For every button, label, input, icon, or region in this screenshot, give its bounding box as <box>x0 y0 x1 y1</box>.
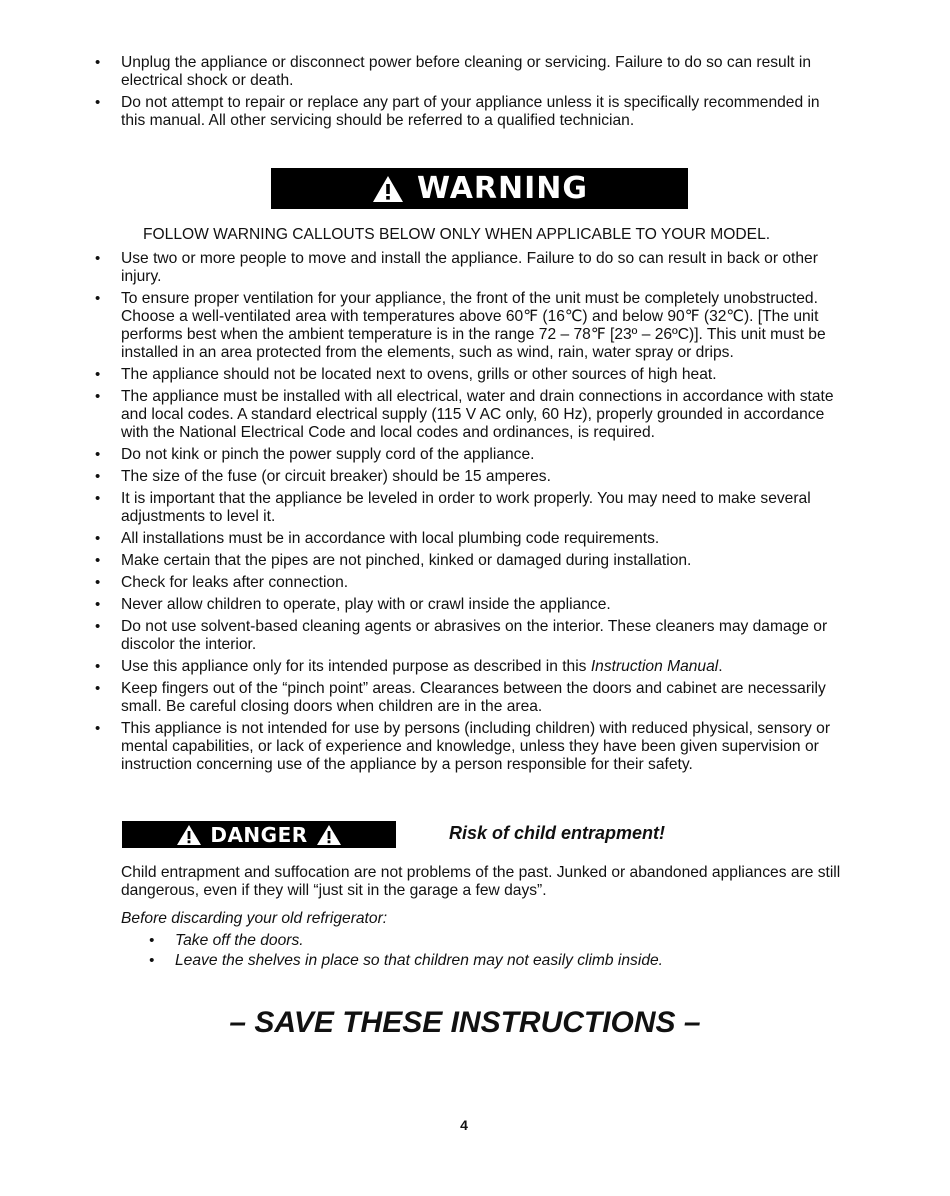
danger-subtitle: Risk of child entrapment! <box>449 823 666 843</box>
warning-banner <box>271 168 688 209</box>
list-item: • This appliance is not intended for use by persons (including children) with reduced physical, sensory or mental capabilities, or lack of experience and knowledge, unless they have been given supervision or instruction concerning use of the appliance by a person responsible for their safety. <box>93 720 845 774</box>
list-item: • The appliance must be installed with all electrical, water and drain connections in accordance with state and local codes. A standard electrical supply (115 V AC only, 60 Hz), properly grounded in accordance with the National Electrical Code and local codes and ordinances, is required. <box>93 388 845 442</box>
discard-steps-list <box>147 932 787 972</box>
warning-triangle-icon <box>176 824 202 846</box>
list-item-intended-use <box>93 658 845 676</box>
danger-label: DANGER <box>210 822 308 847</box>
list-item: • Check for leaks after connection. <box>93 574 845 592</box>
safety-bullet-list <box>93 54 845 134</box>
before-discarding-text: Before discarding your old refrigerator: <box>121 910 388 927</box>
warning-triangle-icon <box>316 824 342 846</box>
intended-use-prefix: Use this appliance only for its intended purpose as described in this <box>121 658 591 675</box>
list-item: • The appliance should not be located next to ovens, grills or other sources of high heat. <box>93 366 845 384</box>
danger-banner <box>122 821 396 848</box>
list-item: • The size of the fuse (or circuit breaker) should be 15 amperes. <box>93 468 845 486</box>
list-item: • Use two or more people to move and install the appliance. Failure to do so can result in back or other injury. <box>93 250 845 286</box>
list-item: • Do not use solvent-based cleaning agents or abrasives on the interior. These cleaners may damage or discolor the interior. <box>93 618 845 654</box>
page-number: 4 <box>460 1117 468 1133</box>
list-item: • Never allow children to operate, play with or crawl inside the appliance. <box>93 596 845 614</box>
intended-use-suffix: . <box>718 658 723 675</box>
list-item: • Unplug the appliance or disconnect power before cleaning or servicing. Failure to do so can result in electrical shock or death. <box>93 54 845 90</box>
instruction-manual-emphasis: Instruction Manual <box>590 658 719 675</box>
list-item: • Leave the shelves in place so that children may not easily climb inside. <box>147 952 787 970</box>
list-item: • Do not attempt to repair or replace any part of your appliance unless it is specifically recommended in this manual. All other servicing should be referred to a qualified technician. <box>93 94 845 130</box>
list-item: • It is important that the appliance be leveled in order to work properly. You may need to make several adjustments to level it. <box>93 490 845 526</box>
list-item: • All installations must be in accordance with local plumbing code requirements. <box>93 530 845 548</box>
list-item: • To ensure proper ventilation for your appliance, the front of the unit must be completely unobstructed. Choose a well-ventilated area with temperatures above 60℉ (16℃) and below 90℉ (32℃). [The unit performs best when the ambient temperature is in the range 72 – 78℉ [23º – 26ºC)]. This unit must be installed in an area protected from the elements, such as wind, rain, water spray or drips. <box>93 290 845 362</box>
list-item: • Take off the doors. <box>147 932 787 950</box>
follow-warning-text: FOLLOW WARNING CALLOUTS BELOW ONLY WHEN APPLICABLE TO YOUR MODEL. <box>143 226 771 243</box>
child-entrapment-paragraph: Child entrapment and suffocation are not problems of the past. Junked or abandoned appliances are still dangerous, even if they will “just sit in the garage a few days”. <box>121 864 841 899</box>
list-item: • Do not kink or pinch the power supply cord of the appliance. <box>93 446 845 464</box>
list-item: • Make certain that the pipes are not pinched, kinked or damaged during installation. <box>93 552 845 570</box>
warning-label: WARNING <box>416 170 589 206</box>
warning-bullet-list <box>93 250 845 778</box>
save-instructions-title: – SAVE THESE INSTRUCTIONS – <box>229 1006 701 1039</box>
list-item: • Keep fingers out of the “pinch point” areas. Clearances between the doors and cabinet are necessarily small. Be careful closing doors when children are in the area. <box>93 680 845 716</box>
warning-triangle-icon <box>371 174 405 204</box>
